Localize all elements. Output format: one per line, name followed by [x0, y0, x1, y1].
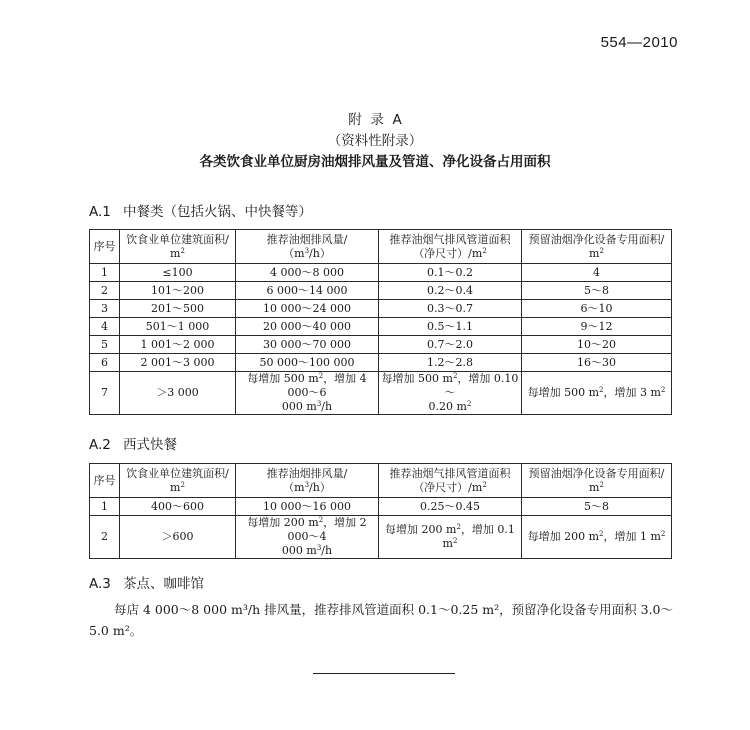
- cell: 50 000～100 000: [236, 354, 379, 372]
- table-row: [90, 354, 672, 372]
- section-title: 茶点、咖啡馆: [123, 576, 204, 592]
- cell: 30 000～70 000: [236, 336, 379, 354]
- cell: 1: [90, 498, 120, 516]
- header-purifier: 预留油烟净化设备专用面积/ $m^2$: [522, 464, 672, 498]
- cell: 6 000～14 000: [236, 282, 379, 300]
- cell: 10～20: [522, 336, 672, 354]
- table-header-row: [90, 464, 672, 498]
- header-airflow: 推荐油烟排风量/ $(m^3/h)$: [236, 464, 379, 498]
- section-a3-text: 每店 4 000～8 000 m³/h 排风量，推荐排风管道面积 0.1～0.25 m²，预留净化设备专用面积 3.0～5.0 m²。: [89, 602, 673, 638]
- cell: 2 001～3 000: [120, 354, 236, 372]
- table-row: [90, 372, 672, 415]
- cell: ≤100: [120, 264, 236, 282]
- cell: 10 000～16 000: [236, 498, 379, 516]
- table-row: [90, 498, 672, 516]
- cell: 5～8: [522, 282, 672, 300]
- table-row: [90, 282, 672, 300]
- appendix-type: （资料性附录）: [327, 133, 423, 149]
- header-purifier: 预留油烟净化设备专用面积/ $m^2$: [522, 230, 672, 264]
- section-title: 西式快餐: [123, 437, 177, 453]
- cell: 2: [90, 516, 120, 559]
- cell: 0.3～0.7: [379, 300, 522, 318]
- table-row: [90, 516, 672, 559]
- header-duct: 推荐油烟气排风管道面积 （净尺寸）$/m^2$: [379, 230, 522, 264]
- cell: ＞600: [120, 516, 236, 559]
- header-seq: 序号: [90, 230, 120, 264]
- cell: 1: [90, 264, 120, 282]
- table-row: [90, 300, 672, 318]
- header-area: 饮食业单位建筑面积/ $m^2$: [120, 464, 236, 498]
- appendix-label: 附 录 A: [348, 112, 402, 128]
- cell: 1.2～2.8: [379, 354, 522, 372]
- header-seq: 序号: [90, 464, 120, 498]
- header-area: 饮食业单位建筑面积/ $m^2$: [120, 230, 236, 264]
- cell: 每增加 200 $m^2$，增加 1 $m^2$: [522, 516, 672, 559]
- cell: 每增加 200 $m^2$，增加 2 000～4 000 $m^3/h$: [236, 516, 379, 559]
- table-row: [90, 264, 672, 282]
- cell: 0.7～2.0: [379, 336, 522, 354]
- cell: 0.5～1.1: [379, 318, 522, 336]
- cell: 每增加 500 $m^2$，增加 0.10～ 0.20 $m^2$: [379, 372, 522, 415]
- cell: 16～30: [522, 354, 672, 372]
- appendix-header: [0, 110, 750, 173]
- cell: 1 001～2 000: [120, 336, 236, 354]
- cell: 每增加 200 $m^2$，增加 0.1 $m^2$: [379, 516, 522, 559]
- page-number: 554—2010: [600, 34, 678, 51]
- table-a2: [89, 463, 672, 559]
- cell: 5: [90, 336, 120, 354]
- cell: 4 000～8 000: [236, 264, 379, 282]
- cell: 400～600: [120, 498, 236, 516]
- end-rule: [313, 673, 455, 674]
- cell: 0.25～0.45: [379, 498, 522, 516]
- section-title: 中餐类（包括火锅、中快餐等）: [123, 204, 312, 220]
- cell: 0.2～0.4: [379, 282, 522, 300]
- cell: 20 000～40 000: [236, 318, 379, 336]
- cell: 每增加 500 $m^2$，增加 4 000～6 000 $m^3/h$: [236, 372, 379, 415]
- cell: 3: [90, 300, 120, 318]
- table-row: [90, 318, 672, 336]
- section-number: A.2: [89, 437, 111, 453]
- cell: 6: [90, 354, 120, 372]
- section-a3-heading: [89, 572, 204, 592]
- section-a1-heading: [89, 200, 312, 220]
- cell: 4: [90, 318, 120, 336]
- table-row: [90, 336, 672, 354]
- table-a1: [89, 229, 672, 415]
- section-number: A.1: [89, 204, 111, 220]
- cell: 9～12: [522, 318, 672, 336]
- section-number: A.3: [89, 576, 111, 592]
- cell: 101～200: [120, 282, 236, 300]
- header-airflow: 推荐油烟排风量/ $(m^3/h)$: [236, 230, 379, 264]
- cell: 6～10: [522, 300, 672, 318]
- section-a2-heading: [89, 433, 177, 453]
- cell: 4: [522, 264, 672, 282]
- cell: 201～500: [120, 300, 236, 318]
- cell: 每增加 500 $m^2$，增加 3 $m^2$: [522, 372, 672, 415]
- cell: 7: [90, 372, 120, 415]
- cell: 501～1 000: [120, 318, 236, 336]
- cell: 5～8: [522, 498, 672, 516]
- header-duct: 推荐油烟气排风管道面积 （净尺寸）$/m^2$: [379, 464, 522, 498]
- cell: 10 000～24 000: [236, 300, 379, 318]
- table-header-row: [90, 230, 672, 264]
- cell: ＞3 000: [120, 372, 236, 415]
- appendix-title: 各类饮食业单位厨房油烟排风量及管道、净化设备占用面积: [199, 154, 551, 170]
- cell: 2: [90, 282, 120, 300]
- cell: 0.1～0.2: [379, 264, 522, 282]
